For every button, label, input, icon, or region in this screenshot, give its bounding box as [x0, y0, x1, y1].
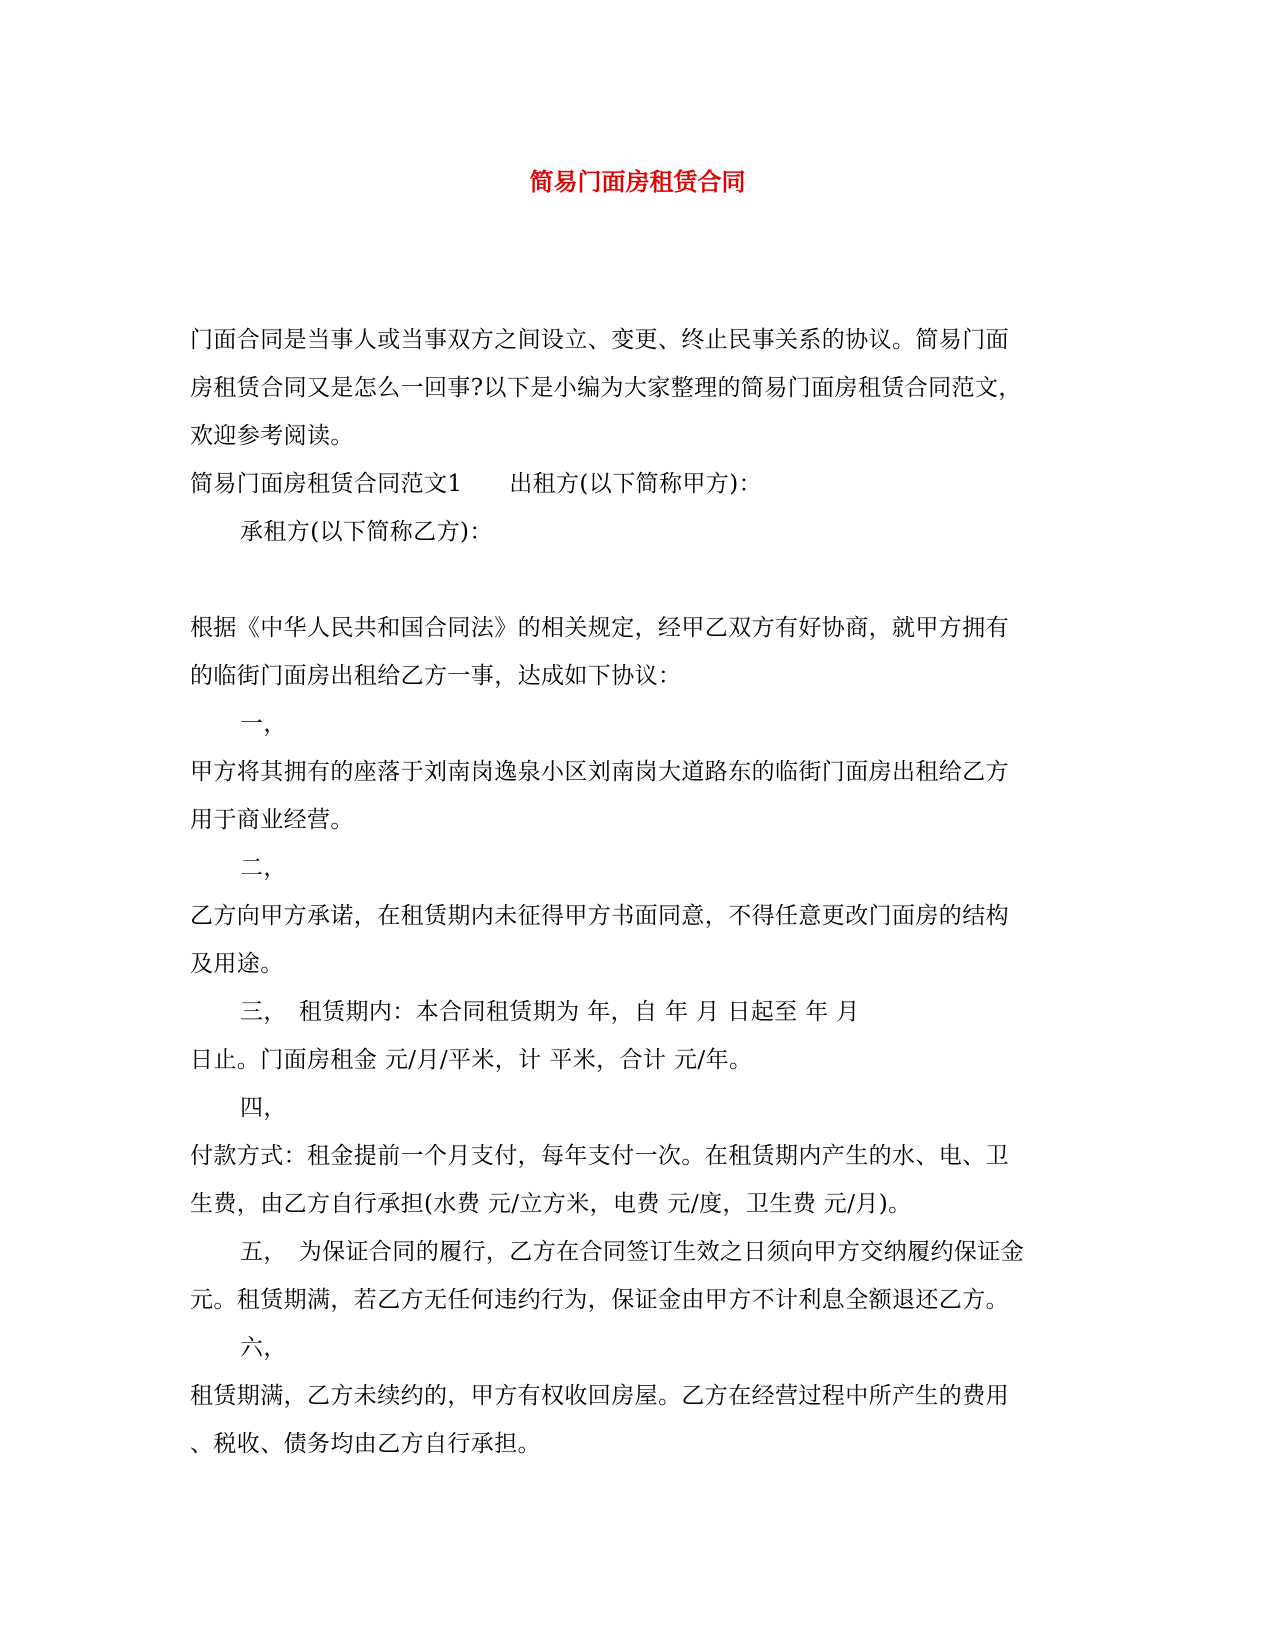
clause-6-number: 六， — [240, 1335, 287, 1361]
preamble-line-1: 根据《中华人民共和国合同法》的相关规定，经甲乙双方有好协商，就甲方拥有 — [190, 615, 1009, 641]
clause-6-line-2: 、税收、债务均由乙方自行承担。 — [190, 1431, 541, 1457]
blank-line — [190, 556, 1090, 604]
clause-1-line-1: 甲方将其拥有的座落于刘南岗逸泉小区刘南岗大道路东的临街门面房出租给乙方 — [190, 759, 1009, 785]
clause-4-number: 四， — [240, 1095, 287, 1121]
intro-line-1: 门面合同是当事人或当事双方之间设立、变更、终止民事关系的协议。简易门面 — [190, 327, 1009, 353]
clause-2-line-1: 乙方向甲方承诺，在租赁期内未征得甲方书面同意，不得任意更改门面房的结构 — [190, 903, 1009, 929]
document-body — [190, 316, 1090, 1468]
clause-1-number: 一， — [240, 711, 287, 737]
clause-2-number: 二， — [240, 855, 287, 881]
intro-line-3: 欢迎参考阅读。 — [190, 423, 354, 449]
sample-heading-lessor-line: 简易门面房租赁合同范文1 出租方(以下简称甲方)： — [190, 471, 762, 497]
clause-3-line-2: 日止。门面房租金 元/月/平米，计 平米，合计 元/年。 — [190, 1047, 753, 1073]
clause-3-line-1: 三， 租赁期内：本合同租赁期为 年，自 年 月 日起至 年 月 — [240, 999, 860, 1025]
clause-4-line-1: 付款方式：租金提前一个月支付，每年支付一次。在租赁期内产生的水、电、卫 — [190, 1143, 1009, 1169]
clause-2-line-2: 及用途。 — [190, 951, 284, 977]
intro-line-2: 房租赁合同又是怎么一回事?以下是小编为大家整理的简易门面房租赁合同范文， — [190, 375, 1022, 401]
preamble-line-2: 的临街门面房出租给乙方一事，达成如下协议： — [190, 663, 682, 689]
clause-6-line-1: 租赁期满，乙方未续约的，甲方有权收回房屋。乙方在经营过程中所产生的费用 — [190, 1383, 1009, 1409]
lessee-line: 承租方(以下简称乙方)： — [240, 519, 493, 545]
clause-1-line-2: 用于商业经营。 — [190, 807, 354, 833]
clause-5-line-2: 元。租赁期满，若乙方无任何违约行为，保证金由甲方不计利息全额退还乙方。 — [190, 1287, 1009, 1313]
document-title: 简易门面房租赁合同 — [529, 168, 746, 196]
clause-5-line-1: 五， 为保证合同的履行，乙方在合同签订生效之日须向甲方交纳履约保证金 — [240, 1239, 1025, 1265]
clause-4-line-2: 生费，由乙方自行承担(水费 元/立方米，电费 元/度，卫生费 元/月)。 — [190, 1191, 912, 1217]
